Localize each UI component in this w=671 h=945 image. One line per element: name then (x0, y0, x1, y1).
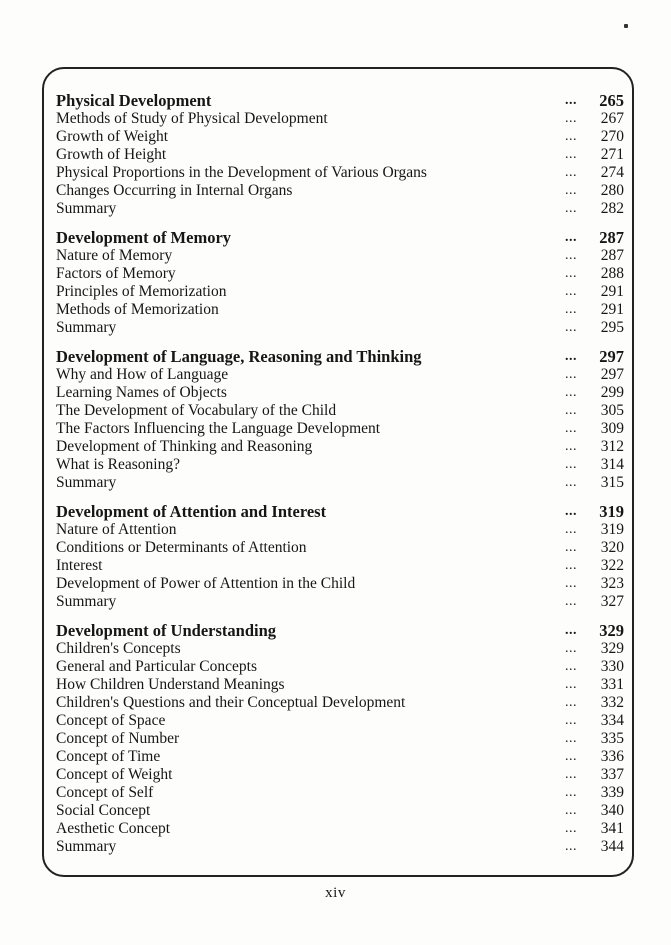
toc-entry-title: Interest (56, 557, 103, 574)
dot-leader: ... (565, 821, 577, 836)
toc-entry (56, 838, 624, 856)
toc-entry (56, 420, 624, 438)
toc-entry-page: 280 (600, 182, 624, 199)
toc-entry-title: The Development of Vocabulary of the Child (56, 402, 337, 419)
toc-entry (56, 110, 624, 128)
toc-entry-page: 323 (600, 575, 624, 592)
chapter-heading-title: Development of Memory (56, 228, 232, 247)
dot-leader: ... (565, 558, 577, 573)
toc-entry-page: 339 (600, 784, 624, 801)
dot-leader: ... (565, 504, 577, 519)
dot-leader: ... (565, 522, 577, 537)
toc-entry-title: Factors of Memory (56, 265, 176, 282)
toc-entry (56, 200, 624, 218)
toc-entry (56, 128, 624, 146)
dot-leader: ... (565, 129, 577, 144)
toc-entry-page: 314 (600, 456, 624, 473)
toc-entry-title: Methods of Study of Physical Development (56, 110, 328, 127)
toc-entry (56, 182, 624, 200)
toc-entry (56, 301, 624, 319)
toc-entry-title: Concept of Space (56, 712, 166, 729)
chapter-heading-page: 329 (599, 621, 624, 640)
toc-entry (56, 438, 624, 456)
toc-entry-title: Nature of Attention (56, 521, 177, 538)
toc-entry (56, 676, 624, 694)
dot-leader: ... (565, 367, 577, 382)
toc-entry (56, 164, 624, 182)
dot-leader: ... (565, 349, 577, 364)
toc-entry-title: What is Reasoning? (56, 456, 180, 473)
toc-entry (56, 658, 624, 676)
toc-entry-page: 312 (600, 438, 624, 455)
toc-entry-page: 274 (600, 164, 624, 181)
toc-entry-page: 291 (600, 301, 624, 318)
toc-entry-title: Aesthetic Concept (56, 820, 171, 837)
toc-entry-page: 331 (600, 676, 624, 693)
toc-entry-page: 330 (600, 658, 624, 675)
toc-entry-page: 335 (600, 730, 624, 747)
toc-entry-page: 295 (600, 319, 624, 336)
toc-section (56, 621, 624, 856)
toc-entry-title: Concept of Self (56, 784, 154, 801)
toc-entry (56, 402, 624, 420)
dot-leader: ... (565, 421, 577, 436)
toc-entry-page: 299 (600, 384, 624, 401)
chapter-heading-page: 287 (599, 228, 624, 247)
toc-entry (56, 712, 624, 730)
chapter-heading-page: 265 (599, 91, 624, 110)
chapter-heading (56, 91, 624, 110)
toc-entry (56, 640, 624, 658)
toc-entry-title: Development of Thinking and Reasoning (56, 438, 313, 455)
dot-leader: ... (565, 695, 577, 710)
toc-entry-page: 341 (600, 820, 624, 837)
toc-section (56, 228, 624, 337)
corner-mark (624, 24, 628, 28)
toc-section (56, 91, 624, 218)
toc-entry (56, 521, 624, 539)
dot-leader: ... (565, 302, 577, 317)
dot-leader: ... (565, 93, 577, 108)
toc-entry-title: Changes Occurring in Internal Organs (56, 182, 293, 199)
dot-leader: ... (565, 677, 577, 692)
dot-leader: ... (565, 641, 577, 656)
dot-leader: ... (565, 403, 577, 418)
toc-entry (56, 283, 624, 301)
dot-leader: ... (565, 320, 577, 335)
dot-leader: ... (565, 439, 577, 454)
toc-entry-page: 337 (600, 766, 624, 783)
dot-leader: ... (565, 230, 577, 245)
toc-section (56, 347, 624, 492)
toc-entry-page: 287 (600, 247, 624, 264)
toc-entry-page: 271 (600, 146, 624, 163)
toc-entry-title: Growth of Weight (56, 128, 169, 145)
dot-leader: ... (565, 111, 577, 126)
toc-entry-title: Summary (56, 593, 117, 610)
dot-leader: ... (565, 457, 577, 472)
toc-entry-title: The Factors Influencing the Language Development (56, 420, 381, 437)
chapter-heading-page: 297 (599, 347, 624, 366)
dot-leader: ... (565, 659, 577, 674)
toc-entry (56, 694, 624, 712)
dot-leader: ... (565, 475, 577, 490)
chapter-heading (56, 347, 624, 366)
toc-entry-title: Growth of Height (56, 146, 167, 163)
toc-entry-page: 267 (600, 110, 624, 127)
toc-entry-page: 336 (600, 748, 624, 765)
toc-entry-page: 327 (600, 593, 624, 610)
dot-leader: ... (565, 201, 577, 216)
toc-entry-page: 282 (600, 200, 624, 217)
toc-entry-title: Summary (56, 319, 117, 336)
chapter-heading-title: Development of Attention and Interest (56, 502, 327, 521)
toc-entry (56, 557, 624, 575)
chapter-heading-title: Development of Understanding (56, 621, 277, 640)
dot-leader: ... (565, 284, 577, 299)
toc-entry (56, 784, 624, 802)
dot-leader: ... (565, 623, 577, 638)
dot-leader: ... (565, 266, 577, 281)
toc-entry (56, 730, 624, 748)
dot-leader: ... (565, 147, 577, 162)
chapter-heading (56, 502, 624, 521)
toc-entry (56, 766, 624, 784)
toc-entry-page: 305 (600, 402, 624, 419)
toc-entry-title: Summary (56, 200, 117, 217)
toc-entry-title: Children's Questions and their Conceptual Development (56, 694, 406, 711)
toc-entry-title: Children's Concepts (56, 640, 181, 657)
toc-entry-title: Conditions or Determinants of Attention (56, 539, 307, 556)
toc-entry-page: 288 (600, 265, 624, 282)
toc-entry-page: 320 (600, 539, 624, 556)
toc-entry-title: Principles of Memorization (56, 283, 227, 300)
toc-entry (56, 593, 624, 611)
dot-leader: ... (565, 785, 577, 800)
toc-entry-title: Summary (56, 474, 117, 491)
toc-entry (56, 474, 624, 492)
toc-entry-page: 309 (600, 420, 624, 437)
toc-entry (56, 802, 624, 820)
toc-entry-title: Physical Proportions in the Development of Various Organs (56, 164, 427, 181)
chapter-heading-title: Development of Language, Reasoning and Thinking (56, 347, 422, 366)
toc-entry-title: Concept of Weight (56, 766, 173, 783)
dot-leader: ... (565, 183, 577, 198)
dot-leader: ... (565, 767, 577, 782)
toc-entry (56, 575, 624, 593)
dot-leader: ... (565, 594, 577, 609)
toc-entry-title: Concept of Time (56, 748, 161, 765)
toc-entry-page: 291 (600, 283, 624, 300)
dot-leader: ... (565, 248, 577, 263)
toc-entry-title: Concept of Number (56, 730, 180, 747)
chapter-heading (56, 228, 624, 247)
toc-entry-page: 270 (600, 128, 624, 145)
toc-section (56, 502, 624, 611)
toc-entry-page: 322 (600, 557, 624, 574)
toc-entry-title: How Children Understand Meanings (56, 676, 285, 693)
chapter-heading (56, 621, 624, 640)
dot-leader: ... (565, 731, 577, 746)
toc-entry-page: 315 (600, 474, 624, 491)
dot-leader: ... (565, 165, 577, 180)
toc-entry-page: 344 (600, 838, 624, 855)
toc-entry-title: Development of Power of Attention in the Child (56, 575, 356, 592)
toc-entry (56, 456, 624, 474)
dot-leader: ... (565, 839, 577, 854)
toc-entry (56, 247, 624, 265)
toc-entry-title: Learning Names of Objects (56, 384, 227, 401)
toc-entry (56, 319, 624, 337)
chapter-heading-page: 319 (599, 502, 624, 521)
toc-entry-title: Summary (56, 838, 117, 855)
page-number: xiv (325, 885, 346, 901)
toc-entry-title: Methods of Memorization (56, 301, 219, 318)
toc-entry-page: 329 (600, 640, 624, 657)
toc-entry-title: Why and How of Language (56, 366, 229, 383)
dot-leader: ... (565, 803, 577, 818)
toc-entry (56, 265, 624, 283)
dot-leader: ... (565, 576, 577, 591)
toc-entry (56, 366, 624, 384)
toc-entry (56, 146, 624, 164)
dot-leader: ... (565, 385, 577, 400)
toc-entry (56, 748, 624, 766)
toc-entry (56, 820, 624, 838)
toc-entry-title: General and Particular Concepts (56, 658, 257, 675)
toc-entry-page: 334 (600, 712, 624, 729)
dot-leader: ... (565, 713, 577, 728)
toc-entry (56, 539, 624, 557)
toc-entry (56, 384, 624, 402)
chapter-heading-title: Physical Development (56, 91, 212, 110)
toc-entry-page: 297 (600, 366, 624, 383)
toc-entry-page: 332 (600, 694, 624, 711)
toc-entry-title: Social Concept (56, 802, 151, 819)
dot-leader: ... (565, 540, 577, 555)
table-of-contents (56, 91, 624, 866)
toc-entry-page: 319 (600, 521, 624, 538)
dot-leader: ... (565, 749, 577, 764)
toc-entry-title: Nature of Memory (56, 247, 173, 264)
toc-entry-page: 340 (600, 802, 624, 819)
